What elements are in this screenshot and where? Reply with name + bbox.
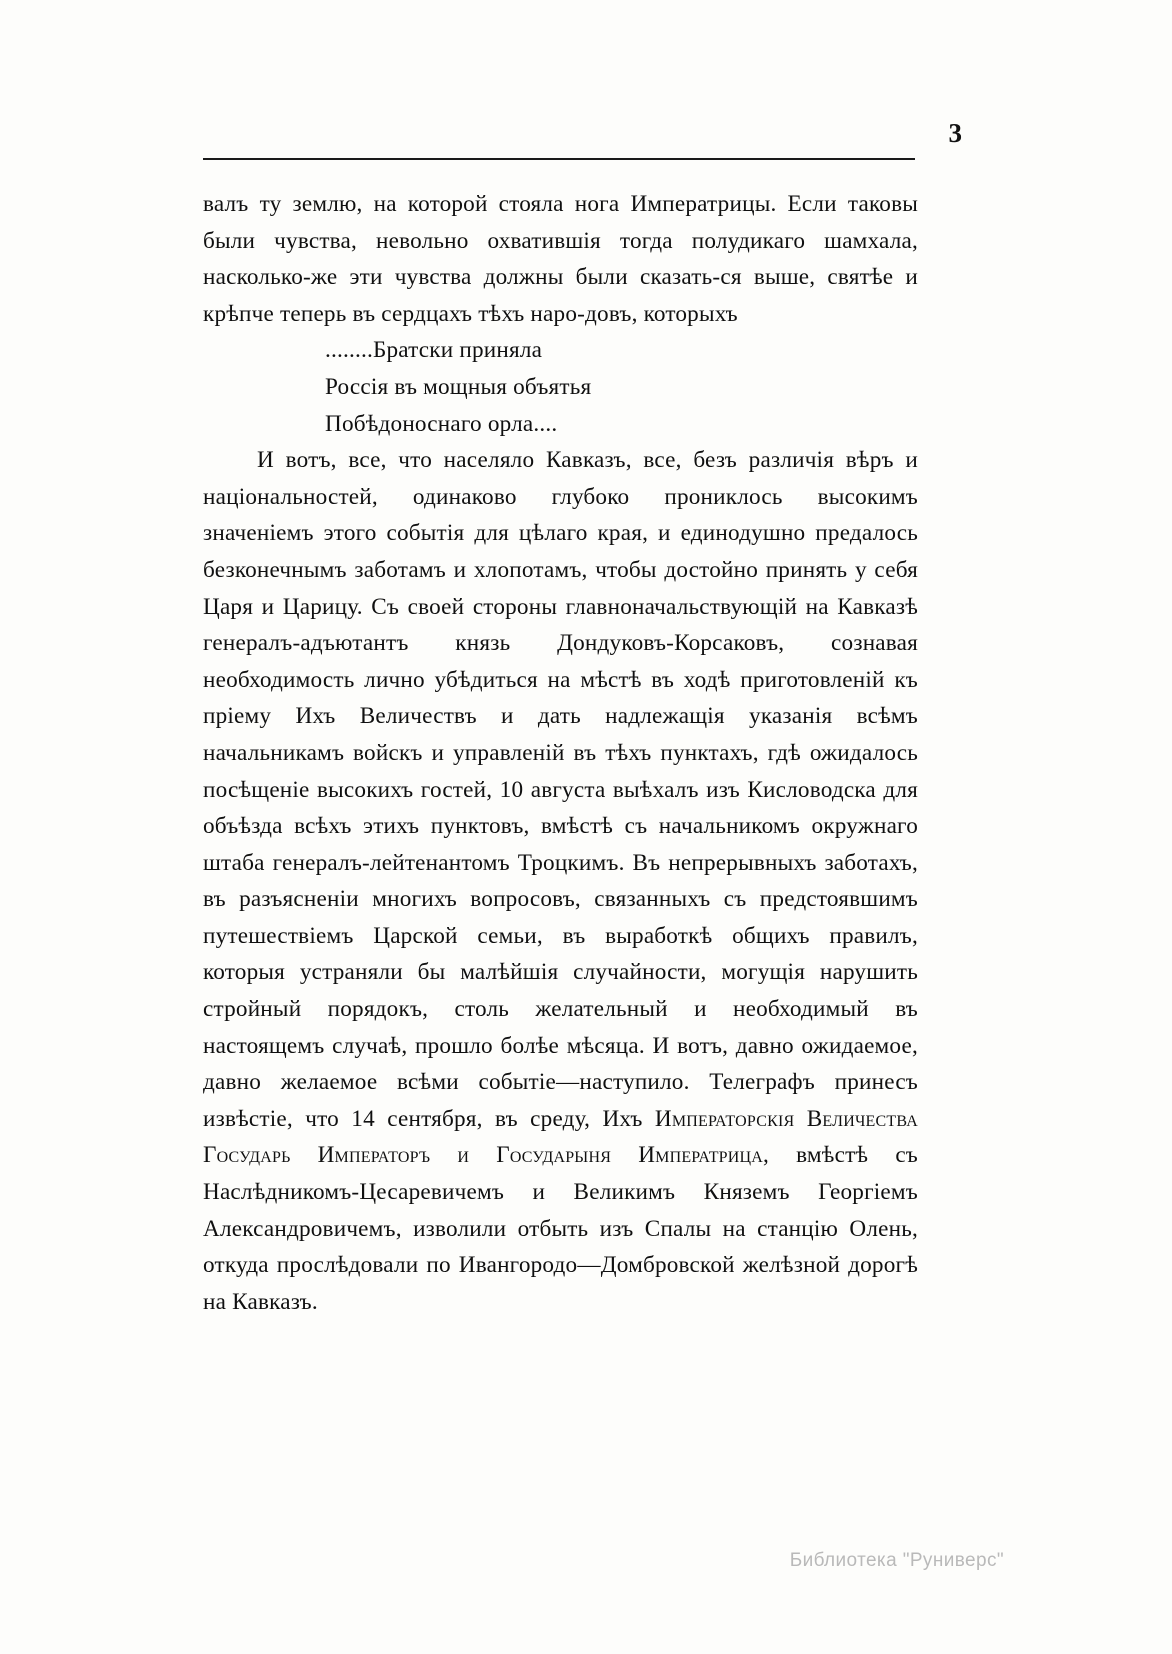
paragraph-main-part-2: , вмѣстѣ съ Наслѣдникомъ-Цесаревичемъ и Великимъ Княземъ Георгіемъ Александровичемъ, изволили отбыть изъ Спалы на станцію Олень, откуда прослѣдовали по Ивангородо—Домбровской желѣзной дорогѣ на Кавказъ. — [203, 1142, 918, 1315]
verse-line-3: Побѣдоноснаго орла.... — [325, 410, 558, 437]
paragraph-main-smallcaps: Императорскія Величества Государь Императоръ и Государыня Императрица — [203, 1105, 918, 1169]
page-number: 3 — [948, 118, 962, 148]
paragraph-continued: валъ ту землю, на которой стояла нога Императрицы. Если таковы были чувства, невольно охватившія тогда полудикаго шамхала, насколько-же эти чувства должны были сказать-ся выше, святѣе и крѣпче теперь въ сердцахъ тѣхъ наро-довъ, которыхъ — [203, 191, 918, 327]
header-rule — [203, 158, 915, 160]
library-watermark: Библиотека "Руниверс" — [789, 1550, 1004, 1571]
verse-line-2: Россія въ мощныя объятья — [325, 373, 592, 400]
paragraph-main-part-1: И вотъ, все, что населяло Кавказъ, все, безъ различія вѣръ и національностей, одинаково глубоко прониклось высокимъ значеніемъ этого событія для цѣлаго края, и единодушно предалось безконечнымъ заботамъ и хлопотамъ, чтобы достойно принять у себя Царя и Царицу. Съ своей стороны главноначальствующій на Кавказѣ генералъ-адъютантъ князь Дондуковъ-Корсаковъ, сознавая необходимость лично убѣдиться на мѣстѣ въ ходѣ приготовленій къ пріему Ихъ Величествъ и дать надлежащія указанія всѣмъ начальникамъ войскъ и управленій въ тѣхъ пунктахъ, гдѣ ожидалось посѣщеніе высокихъ гостей, 10 августа выѣхалъ изъ Кисловодска для объѣзда всѣхъ этихъ пунктовъ, вмѣстѣ съ начальникомъ окружнаго штаба генералъ-лейтенантомъ Троцкимъ. Въ непрерывныхъ заботахъ, въ разъясненіи многихъ вопросовъ, связанныхъ съ предстоявшимъ путешествіемъ Царской семьи, въ выработкѣ общихъ правилъ, которыя устраняли бы малѣйшія случайности, могущія нарушить стройный порядокъ, столь желательный и необходимый въ настоящемъ случаѣ, прошло болѣе мѣсяца. И вотъ, давно ожидаемое, давно желаемое всѣми событіе—наступило. Телеграфъ принесъ извѣстіе, что 14 сентября, въ среду, Ихъ — [203, 447, 918, 1132]
paragraph-main — [203, 442, 918, 1320]
page-text-block — [203, 186, 918, 1320]
verse-line-1: ........Братски приняла — [325, 337, 543, 364]
